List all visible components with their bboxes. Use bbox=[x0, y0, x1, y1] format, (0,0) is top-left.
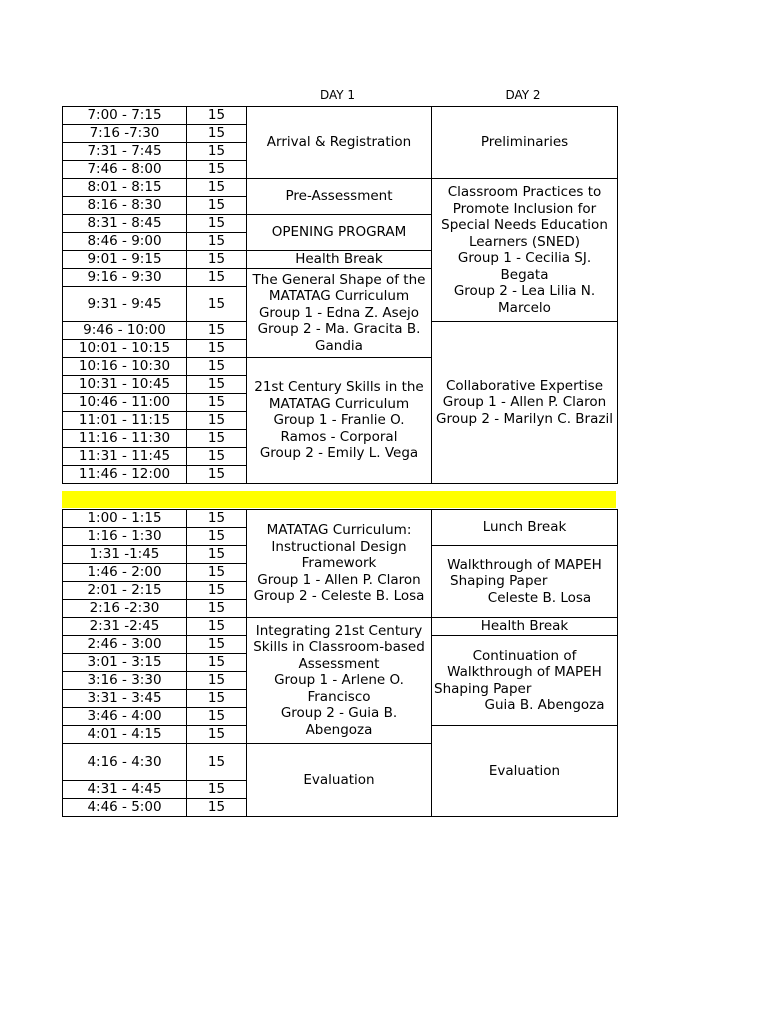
table-row bbox=[63, 107, 618, 125]
day2-walkthrough-session-line: Shaping Paper bbox=[450, 573, 548, 590]
minutes-cell: 15 bbox=[187, 107, 247, 125]
minutes-cell: 15 bbox=[187, 618, 247, 636]
minutes-cell: 15 bbox=[187, 322, 247, 340]
day1-header: DAY 1 bbox=[319, 88, 356, 102]
time-slot-cell: 2:31 -2:45 bbox=[63, 618, 187, 636]
time-slot-cell: 8:01 - 8:15 bbox=[63, 179, 187, 197]
minutes-cell: 15 bbox=[187, 269, 247, 287]
minutes-cell: 15 bbox=[187, 799, 247, 817]
day1-arrival-registration: Arrival & Registration bbox=[247, 107, 432, 179]
table-row bbox=[63, 510, 618, 528]
minutes-cell: 15 bbox=[187, 636, 247, 654]
table-row bbox=[63, 618, 618, 636]
minutes-cell: 15 bbox=[187, 143, 247, 161]
day2-inclusion-session-line: Learners (SNED) bbox=[468, 233, 581, 250]
day1-integrating-skills-session-line: Assessment bbox=[298, 655, 380, 672]
day1-general-shape-session-line: MATATAG Curriculum bbox=[268, 288, 410, 305]
day1-evaluation: Evaluation bbox=[247, 744, 432, 817]
day2-health-break: Health Break bbox=[432, 618, 618, 636]
time-slot-cell: 7:46 - 8:00 bbox=[63, 161, 187, 179]
day1-integrating-skills-session-line: Francisco bbox=[307, 688, 371, 705]
time-slot-cell: 10:46 - 11:00 bbox=[63, 394, 187, 412]
day2-continuation-session-line: Guia B. Abengoza bbox=[484, 697, 605, 713]
day1-integrating-skills-session-line: Group 2 - Guia B. bbox=[280, 705, 398, 722]
minutes-cell: 15 bbox=[187, 287, 247, 322]
day2-walkthrough-session-line: Celeste B. Losa bbox=[487, 589, 592, 606]
day1-health-break: Health Break bbox=[247, 251, 432, 269]
minutes-cell: 15 bbox=[187, 600, 247, 618]
minutes-cell: 15 bbox=[187, 781, 247, 799]
day1-design-framework-session bbox=[247, 510, 432, 618]
minutes-cell: 15 bbox=[187, 412, 247, 430]
day2-continuation-session bbox=[432, 636, 618, 726]
minutes-cell: 15 bbox=[187, 564, 247, 582]
day2-lunch-break: Lunch Break bbox=[432, 510, 618, 546]
day1-integrating-skills-session-line: Group 1 - Arlene O. bbox=[274, 672, 404, 689]
day2-inclusion-session-line: Group 1 - Cecilia SJ. bbox=[457, 250, 592, 266]
minutes-cell: 15 bbox=[187, 448, 247, 466]
time-slot-cell: 4:01 - 4:15 bbox=[63, 726, 187, 744]
time-slot-cell: 10:16 - 10:30 bbox=[63, 358, 187, 376]
day2-collaborative-expertise-session-line: Group 1 - Allen P. Claron bbox=[442, 394, 607, 411]
time-slot-cell: 3:01 - 3:15 bbox=[63, 654, 187, 672]
minutes-cell: 15 bbox=[187, 394, 247, 412]
minutes-cell: 15 bbox=[187, 582, 247, 600]
minutes-cell: 15 bbox=[187, 376, 247, 394]
minutes-cell: 15 bbox=[187, 654, 247, 672]
day1-general-shape-session-line: Group 1 - Edna Z. Asejo bbox=[258, 304, 420, 321]
day1-general-shape-session-line: Gandia bbox=[315, 337, 363, 354]
day1-design-framework-session-line: MATATAG Curriculum: bbox=[266, 522, 412, 539]
minutes-cell: 15 bbox=[187, 340, 247, 358]
table-row bbox=[63, 179, 618, 197]
time-slot-cell: 11:16 - 11:30 bbox=[63, 430, 187, 448]
day1-general-shape-session-line: The General Shape of the bbox=[252, 271, 426, 288]
time-slot-cell: 8:16 - 8:30 bbox=[63, 197, 187, 215]
day1-design-framework-session-line: Framework bbox=[301, 555, 377, 572]
day1-integrating-skills-session-line: Integrating 21st Century bbox=[255, 622, 423, 639]
day1-design-framework-session-line: Group 1 - Allen P. Claron bbox=[257, 571, 421, 588]
time-slot-cell: 11:01 - 11:15 bbox=[63, 412, 187, 430]
time-slot-cell: 1:00 - 1:15 bbox=[63, 510, 187, 528]
day2-inclusion-session-line: Promote Inclusion for bbox=[452, 200, 597, 217]
minutes-cell: 15 bbox=[187, 744, 247, 781]
day1-21st-century-skills-session-line: MATATAG Curriculum bbox=[268, 395, 410, 412]
day1-integrating-skills-session bbox=[247, 618, 432, 744]
day1-integrating-skills-session-line: Skills in Classroom-based bbox=[253, 639, 425, 656]
minutes-cell: 15 bbox=[187, 215, 247, 233]
time-slot-cell: 11:46 - 12:00 bbox=[63, 466, 187, 484]
minutes-cell: 15 bbox=[187, 690, 247, 708]
time-slot-cell: 7:31 - 7:45 bbox=[63, 143, 187, 161]
time-slot-cell: 1:46 - 2:00 bbox=[63, 564, 187, 582]
day1-21st-century-skills-session-line: 21st Century Skills in the bbox=[254, 379, 424, 396]
minutes-cell: 15 bbox=[187, 726, 247, 744]
day2-collaborative-expertise-session-line: Group 2 - Marilyn C. Brazil bbox=[436, 410, 613, 427]
time-slot-cell: 9:46 - 10:00 bbox=[63, 322, 187, 340]
day2-continuation-session-line: Walkthrough of MAPEH bbox=[447, 664, 602, 680]
time-slot-cell: 3:16 - 3:30 bbox=[63, 672, 187, 690]
day2-evaluation: Evaluation bbox=[432, 726, 618, 817]
time-slot-cell: 9:31 - 9:45 bbox=[63, 287, 187, 322]
day1-opening-program: OPENING PROGRAM bbox=[247, 215, 432, 251]
day2-inclusion-session bbox=[432, 179, 618, 322]
time-slot-cell: 11:31 - 11:45 bbox=[63, 448, 187, 466]
time-slot-cell: 9:16 - 9:30 bbox=[63, 269, 187, 287]
day2-preliminaries: Preliminaries bbox=[432, 107, 618, 179]
time-slot-cell: 10:01 - 10:15 bbox=[63, 340, 187, 358]
time-slot-cell: 4:16 - 4:30 bbox=[63, 744, 187, 781]
minutes-cell: 15 bbox=[187, 708, 247, 726]
day2-inclusion-session-line: Begata bbox=[500, 266, 549, 283]
day2-header: DAY 2 bbox=[505, 88, 541, 102]
time-slot-cell: 10:31 - 10:45 bbox=[63, 376, 187, 394]
day2-continuation-session-line: Shaping Paper bbox=[434, 680, 532, 697]
day2-inclusion-session-line: Marcelo bbox=[498, 299, 551, 316]
time-slot-cell: 8:31 - 8:45 bbox=[63, 215, 187, 233]
minutes-cell: 15 bbox=[187, 528, 247, 546]
day1-design-framework-session-line: Instructional Design bbox=[271, 538, 407, 555]
minutes-cell: 15 bbox=[187, 358, 247, 376]
day2-inclusion-session-line: Special Needs Education bbox=[441, 217, 608, 233]
minutes-cell: 15 bbox=[187, 546, 247, 564]
minutes-cell: 15 bbox=[187, 233, 247, 251]
day1-general-shape-session-line: Group 2 - Ma. Gracita B. bbox=[257, 321, 421, 338]
day2-collaborative-expertise-session-line: Collaborative Expertise bbox=[445, 377, 604, 394]
time-slot-cell: 4:31 - 4:45 bbox=[63, 781, 187, 799]
minutes-cell: 15 bbox=[187, 466, 247, 484]
day1-pre-assessment: Pre-Assessment bbox=[247, 179, 432, 215]
time-slot-cell: 3:46 - 4:00 bbox=[63, 708, 187, 726]
time-slot-cell: 1:31 -1:45 bbox=[63, 546, 187, 564]
day1-21st-century-skills-session-line: Group 1 - Franlie O. bbox=[273, 412, 405, 429]
time-slot-cell: 9:01 - 9:15 bbox=[63, 251, 187, 269]
minutes-cell: 15 bbox=[187, 197, 247, 215]
minutes-cell: 15 bbox=[187, 161, 247, 179]
day2-collaborative-expertise-session bbox=[432, 322, 618, 484]
afternoon-schedule-table bbox=[62, 509, 618, 817]
day2-walkthrough-session-line: Walkthrough of MAPEH bbox=[447, 556, 602, 573]
time-slot-cell: 1:16 - 1:30 bbox=[63, 528, 187, 546]
time-slot-cell: 2:46 - 3:00 bbox=[63, 636, 187, 654]
day1-integrating-skills-session-line: Abengoza bbox=[305, 721, 373, 738]
minutes-cell: 15 bbox=[187, 510, 247, 528]
time-slot-cell: 8:46 - 9:00 bbox=[63, 233, 187, 251]
time-slot-cell: 7:16 -7:30 bbox=[63, 125, 187, 143]
minutes-cell: 15 bbox=[187, 672, 247, 690]
day1-21st-century-skills-session-line: Ramos - Corporal bbox=[280, 428, 398, 445]
day1-21st-century-skills-session bbox=[247, 358, 432, 484]
day1-21st-century-skills-session-line: Group 2 - Emily L. Vega bbox=[259, 445, 419, 462]
time-slot-cell: 2:16 -2:30 bbox=[63, 600, 187, 618]
morning-schedule-table bbox=[62, 106, 618, 484]
day2-inclusion-session-line: Group 2 - Lea Lilia N. bbox=[453, 283, 596, 299]
time-slot-cell: 4:46 - 5:00 bbox=[63, 799, 187, 817]
time-slot-cell: 7:00 - 7:15 bbox=[63, 107, 187, 125]
day1-general-shape-session bbox=[247, 269, 432, 358]
lunch-break-bar bbox=[62, 491, 616, 508]
minutes-cell: 15 bbox=[187, 179, 247, 197]
day2-walkthrough-session bbox=[432, 546, 618, 618]
day2-inclusion-session-line: Classroom Practices to bbox=[447, 184, 602, 200]
day2-continuation-session-line: Continuation of bbox=[472, 647, 577, 664]
minutes-cell: 15 bbox=[187, 251, 247, 269]
day1-design-framework-session-line: Group 2 - Celeste B. Losa bbox=[253, 588, 425, 605]
minutes-cell: 15 bbox=[187, 125, 247, 143]
minutes-cell: 15 bbox=[187, 430, 247, 448]
time-slot-cell: 3:31 - 3:45 bbox=[63, 690, 187, 708]
time-slot-cell: 2:01 - 2:15 bbox=[63, 582, 187, 600]
